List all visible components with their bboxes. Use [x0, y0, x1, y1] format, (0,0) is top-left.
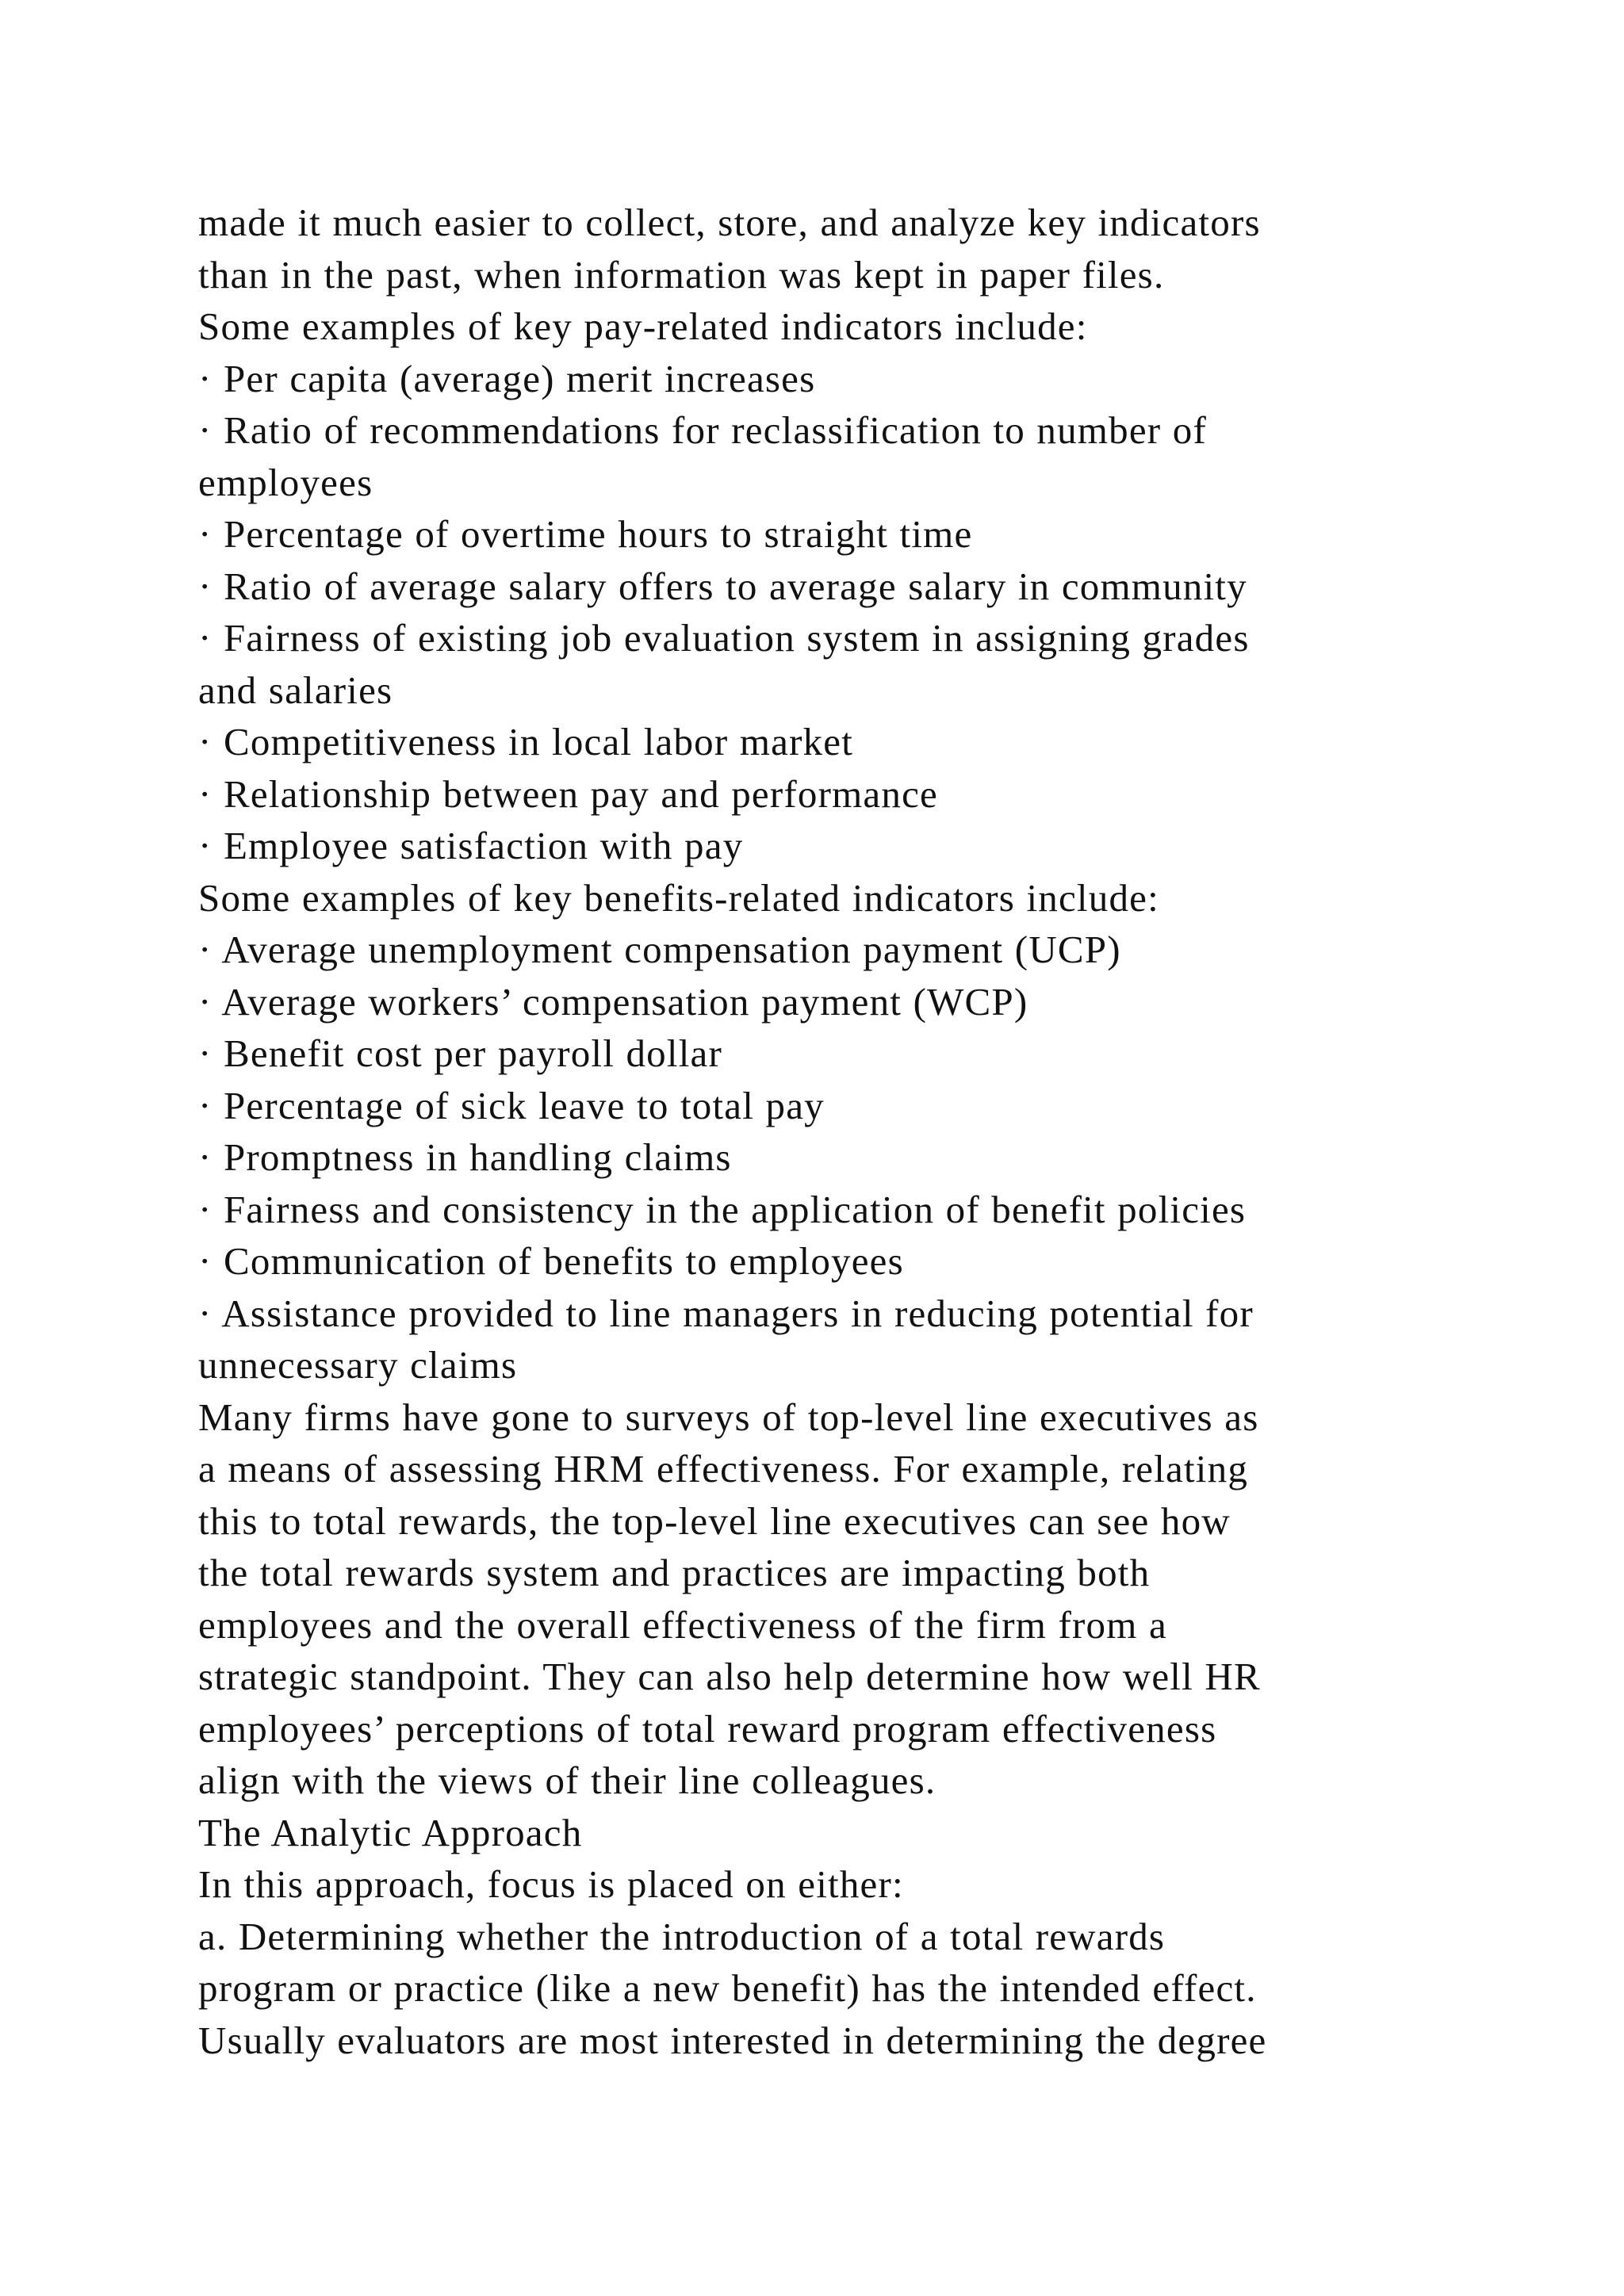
- text-line: Some examples of key pay-related indicators include:: [198, 304, 1088, 348]
- list-item: · Average unemployment compensation payment (UCP): [198, 928, 1121, 971]
- list-item: · Ratio of average salary offers to average salary in community: [198, 564, 1247, 608]
- text-line: strategic standpoint. They can also help determine how well HR: [198, 1655, 1261, 1698]
- list-item: · Communication of benefits to employees: [198, 1239, 904, 1283]
- list-item: · Employee satisfaction with pay: [198, 824, 744, 867]
- list-item: · Percentage of sick leave to total pay: [198, 1083, 825, 1127]
- text-line: a means of assessing HRM effectiveness. For example, relating: [198, 1447, 1249, 1490]
- text-line: align with the views of their line colleagues.: [198, 1758, 936, 1802]
- list-item: · Benefit cost per payroll dollar: [198, 1031, 722, 1075]
- list-item: · Ratio of recommendations for reclassification to number of: [198, 408, 1207, 452]
- list-item: · Promptness in handling claims: [198, 1135, 732, 1179]
- list-item-continuation: and salaries: [198, 668, 393, 712]
- list-item: · Competitiveness in local labor market: [198, 720, 854, 763]
- text-line: the total rewards system and practices are impacting both: [198, 1551, 1151, 1594]
- text-line: employees and the overall effectiveness of the firm from a: [198, 1602, 1167, 1647]
- list-item: · Average workers’ compensation payment (WCP): [198, 979, 1028, 1024]
- text-line: program or practice (like a new benefit) has the intended effect.: [198, 1966, 1257, 2010]
- text-line: Some examples of key benefits-related indicators include:: [198, 875, 1159, 920]
- text-line: employees’ perceptions of total reward program effectiveness: [198, 1706, 1217, 1751]
- list-item: · Fairness of existing job evaluation system in assigning grades: [198, 616, 1250, 660]
- list-item: · Relationship between pay and performance: [198, 771, 938, 816]
- text-line: Usually evaluators are most interested in determining the degree: [198, 2018, 1267, 2062]
- text-line: Many firms have gone to surveys of top-level line executives as: [198, 1395, 1259, 1439]
- list-item: · Assistance provided to line managers in reducing potential for: [198, 1291, 1254, 1335]
- list-item-continuation: employees: [198, 460, 373, 504]
- text-line: a. Determining whether the introduction of a total rewards: [198, 1914, 1166, 1958]
- list-item: · Percentage of overtime hours to straight time: [198, 512, 973, 556]
- document-body: [198, 197, 1515, 2066]
- list-item-continuation: unnecessary claims: [198, 1343, 518, 1387]
- section-heading: The Analytic Approach: [198, 1810, 583, 1854]
- list-item: · Per capita (average) merit increases: [198, 356, 816, 400]
- text-line: In this approach, focus is placed on either:: [198, 1862, 904, 1906]
- text-line: made it much easier to collect, store, and analyze key indicators: [198, 201, 1261, 244]
- list-item: · Fairness and consistency in the application of benefit policies: [198, 1187, 1247, 1231]
- text-line: this to total rewards, the top-level line executives can see how: [198, 1498, 1231, 1543]
- text-line: than in the past, when information was kept in paper files.: [198, 252, 1165, 297]
